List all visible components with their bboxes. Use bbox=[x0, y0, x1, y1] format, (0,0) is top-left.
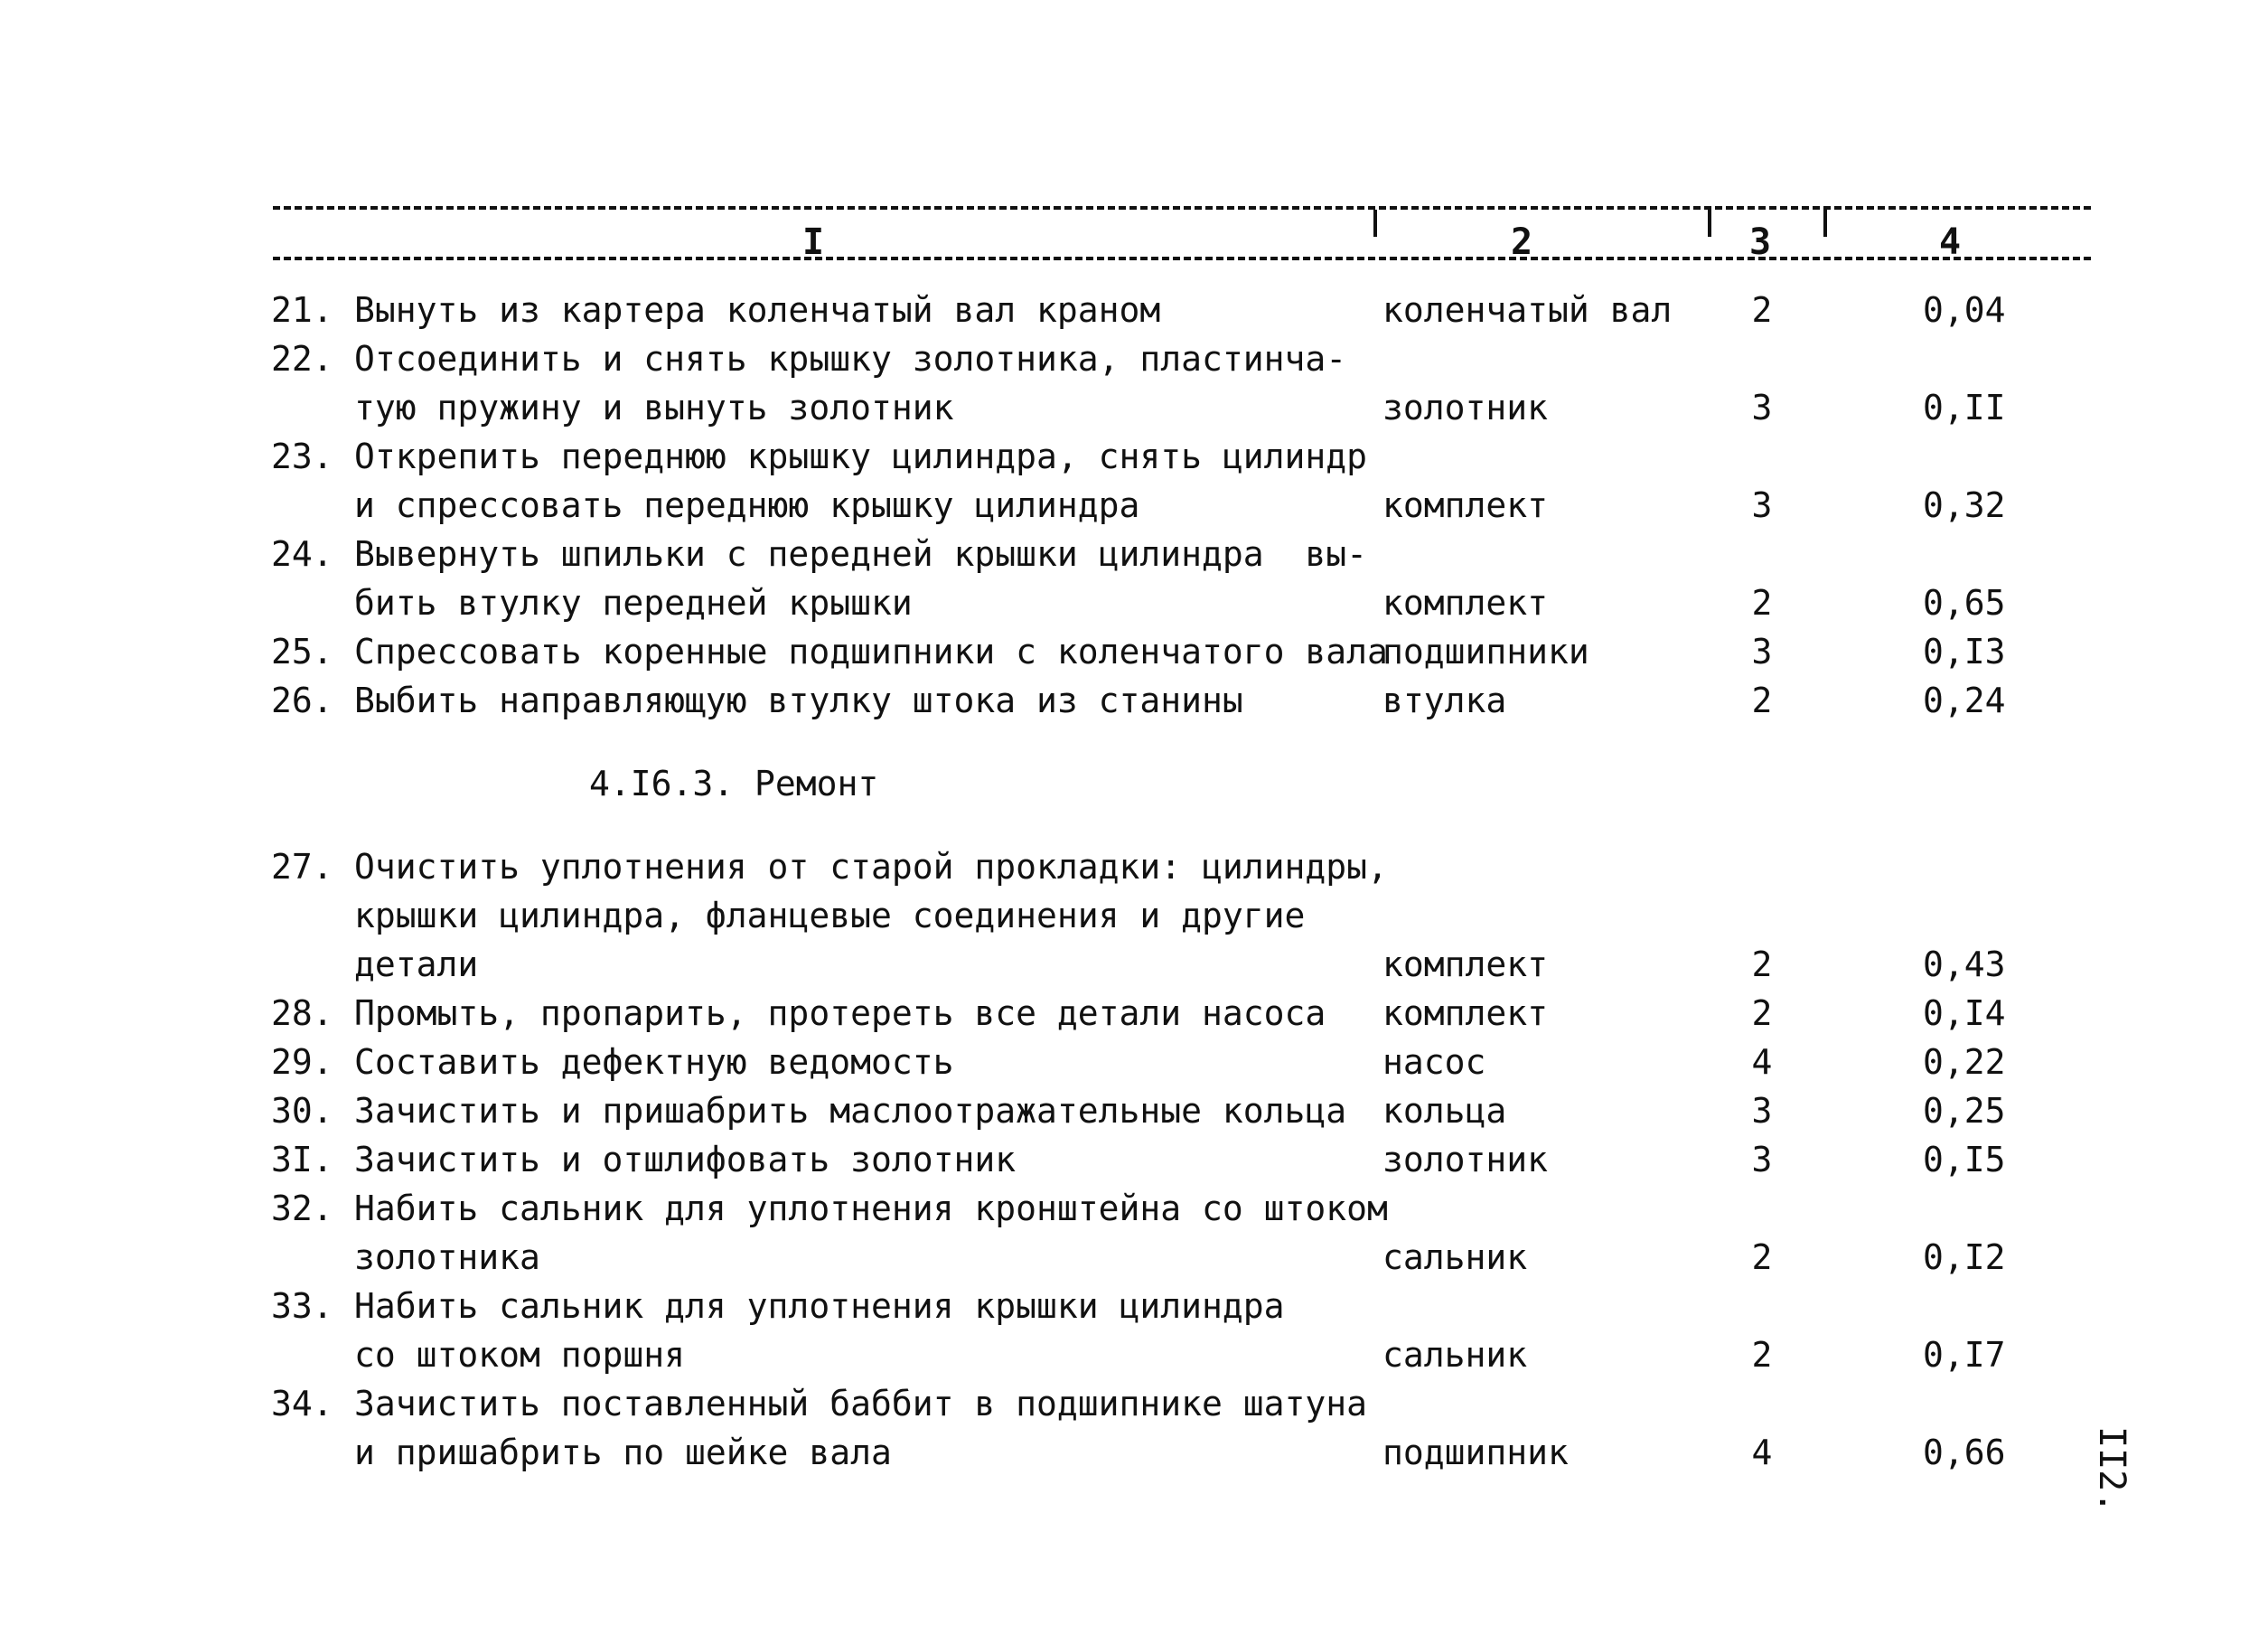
row-unit: комплект bbox=[1382, 583, 1549, 623]
row-value: 0,I5 bbox=[1923, 1140, 2006, 1179]
row-category: 3 bbox=[1751, 1091, 1773, 1131]
row-category: 2 bbox=[1751, 1237, 1773, 1277]
row-category: 3 bbox=[1751, 388, 1773, 428]
row-number: 22. bbox=[271, 339, 333, 379]
row-value: 0,I2 bbox=[1923, 1237, 2006, 1277]
row-unit: комплект bbox=[1382, 944, 1549, 984]
row-description: Зачистить и отшлифовать золотник bbox=[354, 1140, 1017, 1179]
row-description: Открепить переднюю крышку цилиндра, снять цилиндр bbox=[354, 437, 1368, 476]
header-col-1: I bbox=[802, 221, 825, 263]
row-description: и пришабрить по шейке вала bbox=[354, 1433, 892, 1472]
row-description: Спрессовать коренные подшипники с коленчатого вала bbox=[354, 632, 1388, 672]
row-category: 3 bbox=[1751, 632, 1773, 672]
header-separator-1 bbox=[1373, 210, 1377, 237]
header-col-2: 2 bbox=[1511, 221, 1533, 263]
row-category: 2 bbox=[1751, 944, 1773, 984]
page-number: II2. bbox=[2091, 1426, 2132, 1514]
row-category: 4 bbox=[1751, 1042, 1773, 1082]
row-number: 3I. bbox=[271, 1140, 333, 1179]
row-description: детали bbox=[354, 944, 479, 984]
row-description: Вывернуть шпильки с передней крышки цилиндра вы- bbox=[354, 534, 1368, 574]
row-value: 0,66 bbox=[1923, 1433, 2006, 1472]
row-number: 30. bbox=[271, 1091, 333, 1131]
row-value: 0,I3 bbox=[1923, 632, 2006, 672]
header-separator-2 bbox=[1708, 210, 1711, 237]
row-category: 2 bbox=[1751, 681, 1773, 720]
row-category: 4 bbox=[1751, 1433, 1773, 1472]
row-category: 3 bbox=[1751, 485, 1773, 525]
row-category: 3 bbox=[1751, 1140, 1773, 1179]
row-number: 27. bbox=[271, 847, 333, 887]
row-description: со штоком поршня bbox=[354, 1335, 686, 1375]
row-description: тую пружину и вынуть золотник bbox=[354, 388, 954, 428]
row-number: 25. bbox=[271, 632, 333, 672]
row-description: крышки цилиндра, фланцевые соединения и другие bbox=[354, 896, 1306, 935]
row-description: Выбить направляющую втулку штока из станины bbox=[354, 681, 1243, 720]
row-value: 0,25 bbox=[1923, 1091, 2006, 1131]
row-description: и спрессовать переднюю крышку цилиндра bbox=[354, 485, 1140, 525]
row-unit: сальник bbox=[1382, 1237, 1528, 1277]
row-description: золотника bbox=[354, 1237, 540, 1277]
row-unit: коленчатый вал bbox=[1382, 290, 1673, 330]
row-number: 29. bbox=[271, 1042, 333, 1082]
header-top-rule bbox=[273, 206, 2091, 210]
row-unit: комплект bbox=[1382, 485, 1549, 525]
row-value: 0,II bbox=[1923, 388, 2006, 428]
header-col-3: 3 bbox=[1749, 221, 1772, 263]
row-value: 0,32 bbox=[1923, 485, 2006, 525]
row-value: 0,I4 bbox=[1923, 993, 2006, 1033]
row-number: 34. bbox=[271, 1384, 333, 1424]
row-number: 21. bbox=[271, 290, 333, 330]
row-category: 2 bbox=[1751, 290, 1773, 330]
row-number: 28. bbox=[271, 993, 333, 1033]
section-title: 4.I6.3. Ремонт bbox=[589, 764, 879, 803]
row-unit: золотник bbox=[1382, 1140, 1549, 1179]
header-col-4: 4 bbox=[1939, 221, 1962, 263]
row-value: 0,I7 bbox=[1923, 1335, 2006, 1375]
row-description: Зачистить и пришабрить маслоотражательные кольца bbox=[354, 1091, 1347, 1131]
row-category: 2 bbox=[1751, 993, 1773, 1033]
row-number: 26. bbox=[271, 681, 333, 720]
row-unit: подшипник bbox=[1382, 1433, 1569, 1472]
row-number: 24. bbox=[271, 534, 333, 574]
row-unit: подшипники bbox=[1382, 632, 1589, 672]
row-unit: насос bbox=[1382, 1042, 1486, 1082]
row-category: 2 bbox=[1751, 583, 1773, 623]
row-description: Зачистить поставленный баббит в подшипнике шатуна bbox=[354, 1384, 1368, 1424]
row-value: 0,24 bbox=[1923, 681, 2006, 720]
row-number: 33. bbox=[271, 1286, 333, 1326]
row-unit: кольца bbox=[1382, 1091, 1507, 1131]
row-unit: втулка bbox=[1382, 681, 1507, 720]
row-unit: комплект bbox=[1382, 993, 1549, 1033]
row-value: 0,04 bbox=[1923, 290, 2006, 330]
row-description: Составить дефектную ведомость bbox=[354, 1042, 954, 1082]
header-separator-3 bbox=[1823, 210, 1827, 237]
row-value: 0,65 bbox=[1923, 583, 2006, 623]
row-unit: сальник bbox=[1382, 1335, 1528, 1375]
row-description: Набить сальник для уплотнения кронштейна со штоком bbox=[354, 1189, 1388, 1228]
row-value: 0,22 bbox=[1923, 1042, 2006, 1082]
row-number: 23. bbox=[271, 437, 333, 476]
row-description: Промыть, пропарить, протереть все детали насоса bbox=[354, 993, 1326, 1033]
row-description: Вынуть из картера коленчатый вал краном bbox=[354, 290, 1161, 330]
row-description: Очистить уплотнения от старой прокладки: цилиндры, bbox=[354, 847, 1388, 887]
row-description: Набить сальник для уплотнения крышки цилиндра bbox=[354, 1286, 1285, 1326]
row-category: 2 bbox=[1751, 1335, 1773, 1375]
header-bottom-rule bbox=[273, 257, 2091, 260]
row-unit: золотник bbox=[1382, 388, 1549, 428]
row-description: Отсоединить и снять крышку золотника, пластинча- bbox=[354, 339, 1347, 379]
row-number: 32. bbox=[271, 1189, 333, 1228]
row-description: бить втулку передней крышки bbox=[354, 583, 913, 623]
row-value: 0,43 bbox=[1923, 944, 2006, 984]
